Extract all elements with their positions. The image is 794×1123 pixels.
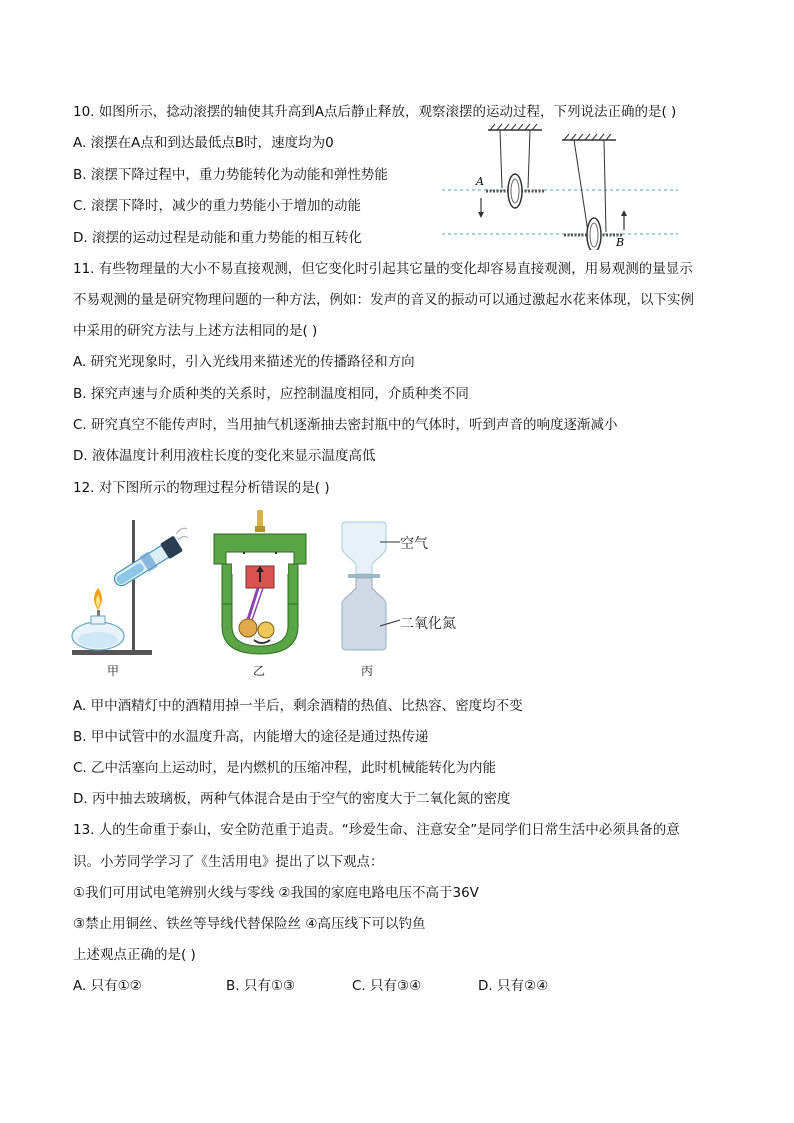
- q13-option-d: D. 只有②④: [478, 978, 549, 994]
- q10-option-c: C. 滚摆下降时，减少的重力势能小于增加的动能: [73, 198, 362, 214]
- q13-views-line2: ③禁止用铜丝、铁丝等导线代替保险丝 ④高压线下可以钓鱼: [73, 916, 426, 932]
- q12-stem: 12. 对下图所示的物理过程分析错误的是( ): [73, 480, 330, 496]
- q13-option-c: C. 只有③④: [352, 978, 422, 994]
- q10-option-b: B. 滚摆下降过程中，重力势能转化为动能和弹性势能: [73, 167, 388, 183]
- q13-views-line1: ①我们可用试电笔辨别火线与零线 ②我国的家庭电路电压不高于36V: [73, 885, 479, 901]
- q10-option-a: A. 滚摆在A点和到达最低点B时，速度均为0: [73, 135, 334, 151]
- caption-bing: 丙: [361, 664, 374, 678]
- q13-stem-line2: 识。小芳同学学习了《生活用电》提出了以下观点：: [73, 854, 384, 870]
- q12-option-a: A. 甲中酒精灯中的酒精用掉一半后，剩余酒精的热值、比热容、密度均不变: [73, 698, 523, 714]
- label-b: B: [616, 236, 625, 249]
- q10-option-d: D. 滚摆的运动过程是动能和重力势能的相互转化: [73, 230, 362, 246]
- maxwell-wheel-figure: [440, 122, 690, 250]
- q11-stem-line1: 11. 有些物理量的大小不易直接观测，但它变化时引起其它量的变化却容易直接观测，用易观测的量显示: [73, 261, 693, 277]
- label-no2: 二氧化氮: [400, 616, 456, 632]
- label-a: A: [476, 175, 484, 188]
- q13-ask: 上述观点正确的是( ): [73, 947, 196, 963]
- q11-option-b: B. 探究声速与介质种类的关系时，应控制温度相同，介质种类不同: [73, 386, 469, 402]
- q13-option-a: A. 只有①②: [73, 978, 142, 994]
- q10-stem: 10. 如图所示，捻动滚摆的轴使其升高到A点后静止释放，观察滚摆的运动过程，下列说法正确的是( ): [73, 104, 677, 120]
- q13-option-b: B. 只有①③: [226, 978, 296, 994]
- q12-option-c: C. 乙中活塞向上运动时，是内燃机的压缩冲程，此时机械能转化为内能: [73, 760, 497, 776]
- alcohol-lamp-figure: [70, 512, 190, 660]
- caption-yi: 乙: [253, 664, 266, 678]
- q11-option-d: D. 液体温度计利用液柱长度的变化来显示温度高低: [73, 448, 376, 464]
- q11-stem-line3: 中采用的研究方法与上述方法相同的是( ): [73, 323, 318, 339]
- q11-option-c: C. 研究真空不能传声时，当用抽气机逐渐抽去密封瓶中的气体时，听到声音的响度逐渐减小: [73, 417, 618, 433]
- q11-option-a: A. 研究光现象时，引入光线用来描述光的传播路径和方向: [73, 354, 415, 370]
- engine-figure: [210, 508, 310, 658]
- q12-option-d: D. 丙中抽去玻璃板，两种气体混合是由于空气的密度大于二氧化氮的密度: [73, 791, 511, 807]
- q11-stem-line2: 不易观测的量是研究物理问题的一种方法，例如：发声的音叉的振动可以通过激起水花来体现，以下实例: [73, 292, 694, 308]
- label-air: 空气: [400, 536, 428, 552]
- q13-stem-line1: 13. 人的生命重于泰山，安全防范重于追责。“珍爱生命、注意安全”是同学们日常生活中必须具备的意: [73, 822, 680, 838]
- q12-option-b: B. 甲中试管中的水温度升高，内能增大的途径是通过热传递: [73, 729, 429, 745]
- caption-jia: 甲: [107, 664, 120, 678]
